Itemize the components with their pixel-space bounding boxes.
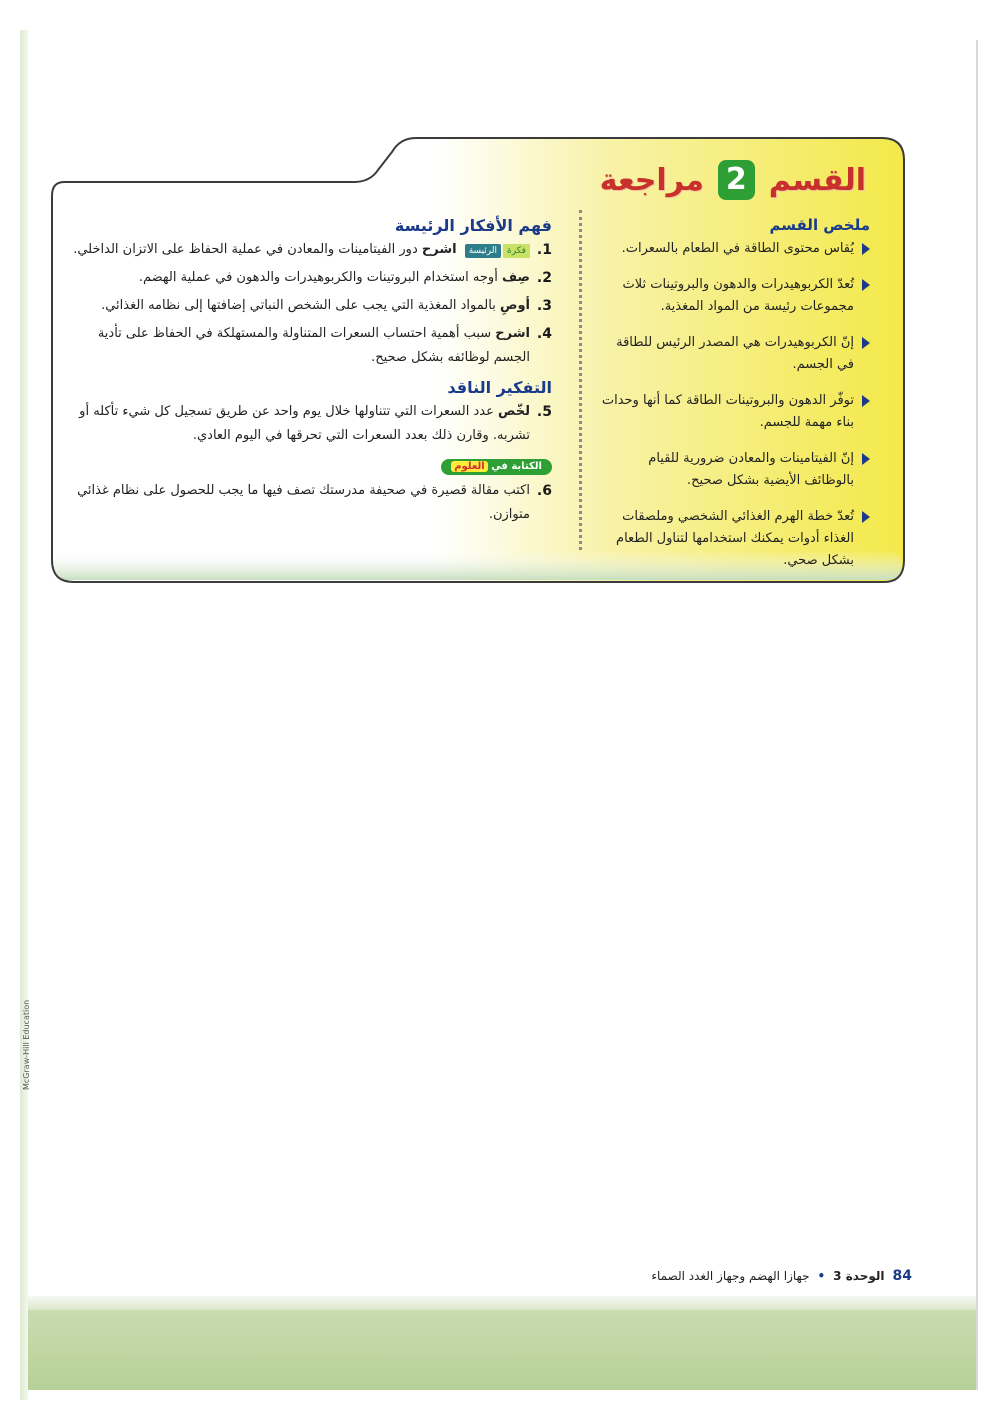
main-idea-badge: الرئيسة [465,244,501,258]
section-summary [600,214,870,586]
page-left-strip [20,30,28,1400]
unit-label: الوحدة 3 [833,1269,885,1283]
bottom-band-highlight [28,1296,976,1310]
triangle-bullet-icon [862,279,870,291]
main-ideas-heading: فهم الأفكار الرئيسة [394,216,552,235]
page-footer [651,1268,912,1284]
summary-item: تُعدّ الكربوهيدرات والدهون والبروتينات ثلاث مجموعات رئيسة من المواد المغذية. [600,274,870,318]
reference-badge: فكرة [503,244,530,258]
question-item: 1. فكرةالرئيسة اشرح دور الفيتامينات والمعادن في عملية الحفاظ على الاتزان الداخلي. [73,242,552,258]
summary-item: يُقاس محتوى الطاقة في الطعام بالسعرات. [600,238,870,260]
bottom-green-band [28,1310,976,1390]
summary-heading: ملخص القسم [769,216,870,234]
question-item: 4. اشرح سبب أهمية احتساب السعرات المتناولة والمستهلكة في الحفاظ على تأدية الجسم لوظائفه بشكل صحيح. [97,326,552,365]
summary-item: توفّر الدهون والبروتينات الطاقة كما أنها وحدات بناء مهمة للجسم. [600,390,870,434]
questions-column [72,214,552,533]
section-review-panel [44,130,908,590]
review-word: مراجعة [599,162,704,198]
dotted-divider [579,210,582,550]
question-item: 5. لخّص عدد السعرات التي تتناولها خلال يوم واحد عن طريق تسجيل كل شيء تأكله أو تشربه. وقارن ذلك بعدد السعرات التي تحرقها في اليوم العادي. [79,404,552,443]
page-number: 84 [892,1268,912,1284]
side-credit: McGraw-Hill Education [22,999,31,1090]
triangle-bullet-icon [862,395,870,407]
footer-separator: • [817,1269,826,1283]
question-item: 6. اكتب مقالة قصيرة في صحيفة مدرستك تصف فيها ما يجب للحصول على نظام غذائي متوازن. [77,483,552,522]
critical-thinking-heading: التفكير الناقد [447,378,552,397]
summary-item: تُعدّ خطة الهرم الغذائي الشخصي وملصقات الغذاء أدوات يمكنك استخدامها لتناول الطعام بشكل صحي. [600,506,870,572]
review-title [600,160,866,200]
triangle-bullet-icon [862,337,870,349]
section-number: 2 [718,160,755,200]
summary-item: إنّ الكربوهيدرات هي المصدر الرئيس للطاقة في الجسم. [600,332,870,376]
triangle-bullet-icon [862,453,870,465]
page-right-strip [976,40,978,1390]
triangle-bullet-icon [862,243,870,255]
triangle-bullet-icon [862,511,870,523]
summary-item: إنّ الفيتامينات والمعادن ضرورية للقيام بالوظائف الأيضية بشكل صحيح. [600,448,870,492]
question-item: 3. أوصِ بالمواد المغذية التي يجب على الشخص النباتي إضافتها إلى نظامه الغذائي. [101,298,552,314]
section-word: القسم [768,162,866,198]
unit-title: جهازا الهضم وجهاز الغدد الصماء [651,1269,810,1283]
question-item: 2. صِف أوجه استخدام البروتينات والكربوهيدرات والدهون في عملية الهضم. [138,270,552,286]
writing-in-science-tag: الكتابة في العلوم [441,459,552,475]
